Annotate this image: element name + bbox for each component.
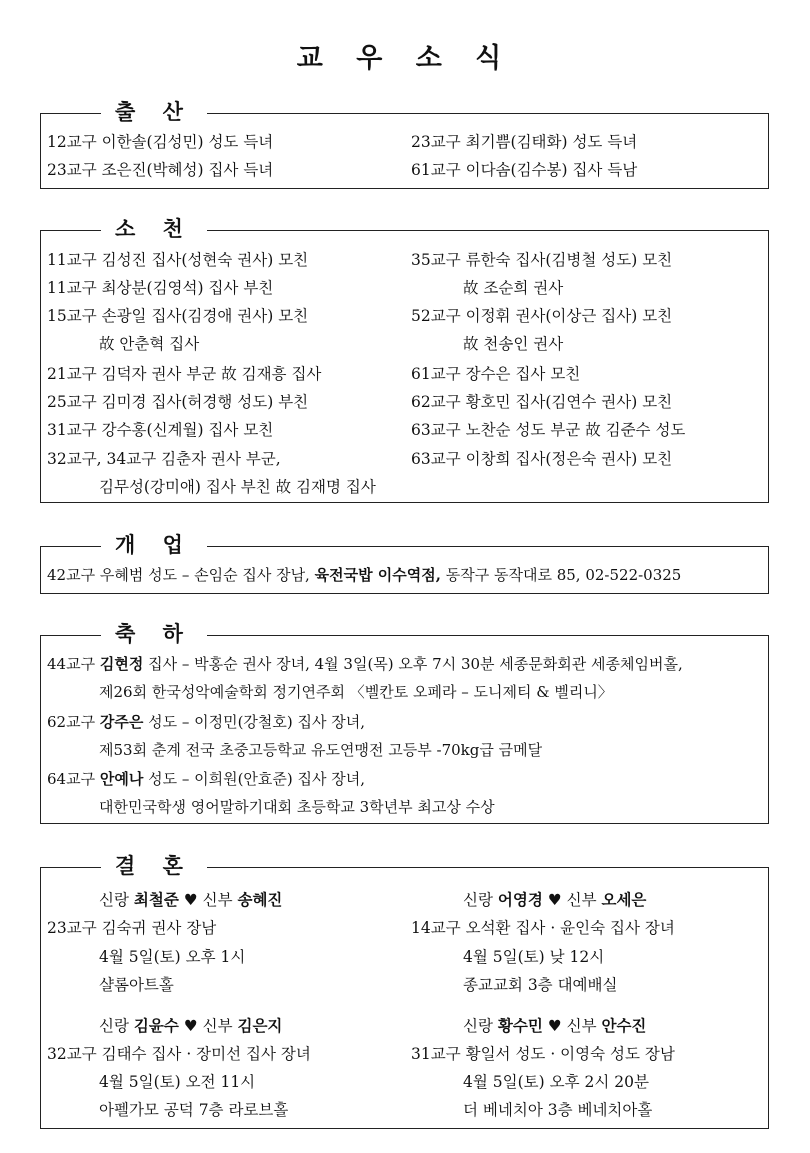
parish: 23교구 bbox=[47, 919, 97, 937]
heart-icon: ♥ bbox=[547, 1017, 562, 1035]
congrats-item bbox=[47, 712, 365, 732]
congrats-detail: 제53회 춘계 전국 초중고등학교 유도연맹전 고등부 -70kg급 금메달 bbox=[99, 741, 543, 759]
parish: 44교구 bbox=[47, 655, 100, 673]
groom-name: 어영경 bbox=[497, 890, 543, 909]
death-item: 故 천송인 권사 bbox=[463, 335, 564, 353]
wedding-date: 4월 5일(토) 오후 1시 bbox=[99, 948, 246, 966]
death-item: 15교구 손광일 집사(김경애 권사) 모친 bbox=[47, 307, 309, 325]
groom-label: 신랑 bbox=[99, 891, 129, 909]
death-item: 김무성(강미애) 집사 부친 故 김재명 집사 bbox=[99, 478, 376, 496]
heart-icon: ♥ bbox=[547, 891, 562, 909]
wedding-heading: 결 혼 bbox=[101, 851, 207, 881]
death-item: 63교구 이창희 집사(정은숙 권사) 모친 bbox=[411, 450, 673, 468]
death-heading: 소 천 bbox=[101, 214, 207, 244]
birth-heading: 출 산 bbox=[101, 97, 207, 127]
heart-icon: ♥ bbox=[183, 891, 198, 909]
opening-item bbox=[47, 565, 681, 585]
groom-label: 신랑 bbox=[99, 1017, 129, 1035]
opening-address: 동작구 동작대로 85, 02-522-0325 bbox=[440, 566, 682, 584]
congrats-text: 성도 – 이정민(강철호) 집사 장녀, bbox=[143, 713, 366, 731]
person-name: 김현정 bbox=[99, 655, 144, 673]
couple-names bbox=[463, 1016, 646, 1036]
wedding-date: 4월 5일(토) 오후 2시 20분 bbox=[463, 1073, 649, 1091]
death-item: 故 조순희 권사 bbox=[463, 279, 564, 297]
wedding-date: 4월 5일(토) 낮 12시 bbox=[463, 948, 605, 966]
wedding-venue: 종교교회 3층 대예배실 bbox=[463, 976, 618, 994]
death-item: 故 안춘혁 집사 bbox=[99, 335, 200, 353]
groom-name: 최철준 bbox=[133, 890, 179, 909]
opening-prefix: 42교구 우혜범 성도 – 손임순 집사 장남, bbox=[47, 566, 315, 584]
wedding-venue: 아펠가모 공덕 7층 라로브홀 bbox=[99, 1101, 289, 1119]
congrats-detail: 제26회 한국성악예술학회 정기연주회 〈벨칸토 오페라 – 도니제티 & 벨리니〉 bbox=[99, 683, 613, 701]
couple-names bbox=[463, 890, 646, 910]
parish: 64교구 bbox=[47, 770, 100, 788]
couple-names bbox=[99, 1016, 282, 1036]
heart-icon: ♥ bbox=[183, 1017, 198, 1035]
parents: 오석환 집사 · 윤인숙 집사 장녀 bbox=[465, 919, 675, 937]
birth-item: 12교구 이한솔(김성민) 성도 득녀 bbox=[47, 133, 274, 151]
congrats-heading: 축 하 bbox=[101, 619, 207, 649]
parish: 62교구 bbox=[47, 713, 100, 731]
wedding-section bbox=[40, 853, 769, 1129]
bride-name: 송혜진 bbox=[237, 890, 283, 909]
death-item: 52교구 이정휘 권사(이상근 집사) 모친 bbox=[411, 307, 673, 325]
congrats-item bbox=[47, 654, 683, 674]
birth-item: 23교구 최기쁨(김태화) 성도 득녀 bbox=[411, 133, 638, 151]
bride-label: 신부 bbox=[566, 891, 597, 909]
bride-name: 김은지 bbox=[237, 1016, 283, 1035]
opening-section bbox=[40, 532, 769, 594]
couple-names bbox=[99, 890, 282, 910]
death-item: 25교구 김미경 집사(허경행 성도) 부친 bbox=[47, 393, 309, 411]
bride-label: 신부 bbox=[566, 1017, 597, 1035]
congrats-text: 성도 – 이희원(안효준) 집사 장녀, bbox=[143, 770, 366, 788]
death-item: 31교구 강수홍(신계월) 집사 모친 bbox=[47, 421, 274, 439]
wedding-venue: 더 베네치아 3층 베네치아홀 bbox=[463, 1101, 653, 1119]
birth-item: 61교구 이다솜(김수봉) 집사 득남 bbox=[411, 161, 638, 179]
opening-heading: 개 업 bbox=[101, 530, 207, 560]
congrats-text: 집사 – 박홍순 권사 장녀, 4월 3일(목) 오후 7시 30분 세종문화회관 세종체임버홀, bbox=[143, 655, 683, 673]
death-item: 21교구 김덕자 권사 부군 故 김재흥 집사 bbox=[47, 365, 322, 383]
birth-section bbox=[40, 99, 769, 189]
birth-item: 23교구 조은진(박혜성) 집사 득녀 bbox=[47, 161, 274, 179]
parents: 황일서 성도 · 이영숙 성도 장남 bbox=[465, 1045, 675, 1063]
groom-name: 황수민 bbox=[497, 1016, 543, 1035]
groom-name: 김윤수 bbox=[133, 1016, 179, 1035]
wedding-venue: 샬롬아트홀 bbox=[99, 976, 174, 994]
couple-parents bbox=[411, 1044, 675, 1064]
bride-label: 신부 bbox=[202, 891, 233, 909]
person-name: 안예나 bbox=[99, 770, 144, 788]
couple-parents bbox=[47, 918, 216, 938]
bride-name: 안수진 bbox=[601, 1016, 647, 1035]
couple-parents bbox=[47, 1044, 311, 1064]
person-name: 강주은 bbox=[99, 713, 144, 731]
parents: 김숙귀 권사 장남 bbox=[101, 919, 217, 937]
opening-business: 육전국밥 이수역점, bbox=[314, 566, 441, 584]
parish: 14교구 bbox=[411, 919, 461, 937]
couple-parents bbox=[411, 918, 675, 938]
death-item: 32교구, 34교구 김춘자 권사 부군, bbox=[47, 450, 281, 468]
groom-label: 신랑 bbox=[463, 1017, 493, 1035]
wedding-date: 4월 5일(토) 오전 11시 bbox=[99, 1073, 256, 1091]
death-item: 11교구 김성진 집사(성현숙 권사) 모친 bbox=[47, 251, 309, 269]
parish: 31교구 bbox=[411, 1045, 461, 1063]
congrats-detail: 대한민국학생 영어말하기대회 초등학교 3학년부 최고상 수상 bbox=[99, 798, 495, 816]
bride-label: 신부 bbox=[202, 1017, 233, 1035]
parish: 32교구 bbox=[47, 1045, 97, 1063]
page-title: 교 우 소 식 bbox=[296, 43, 514, 74]
bride-name: 오세은 bbox=[601, 890, 647, 909]
death-item: 61교구 장수은 집사 모친 bbox=[411, 365, 581, 383]
congrats-section bbox=[40, 621, 769, 824]
groom-label: 신랑 bbox=[463, 891, 493, 909]
death-item: 35교구 류한숙 집사(김병철 성도) 모친 bbox=[411, 251, 673, 269]
death-section bbox=[40, 216, 769, 503]
congrats-item bbox=[47, 769, 365, 789]
death-item: 63교구 노찬순 성도 부군 故 김준수 성도 bbox=[411, 421, 686, 439]
death-item: 11교구 최상분(김영석) 집사 부친 bbox=[47, 279, 274, 297]
death-item: 62교구 황호민 집사(김연수 권사) 모친 bbox=[411, 393, 673, 411]
parents: 김태수 집사 · 장미선 집사 장녀 bbox=[101, 1045, 311, 1063]
